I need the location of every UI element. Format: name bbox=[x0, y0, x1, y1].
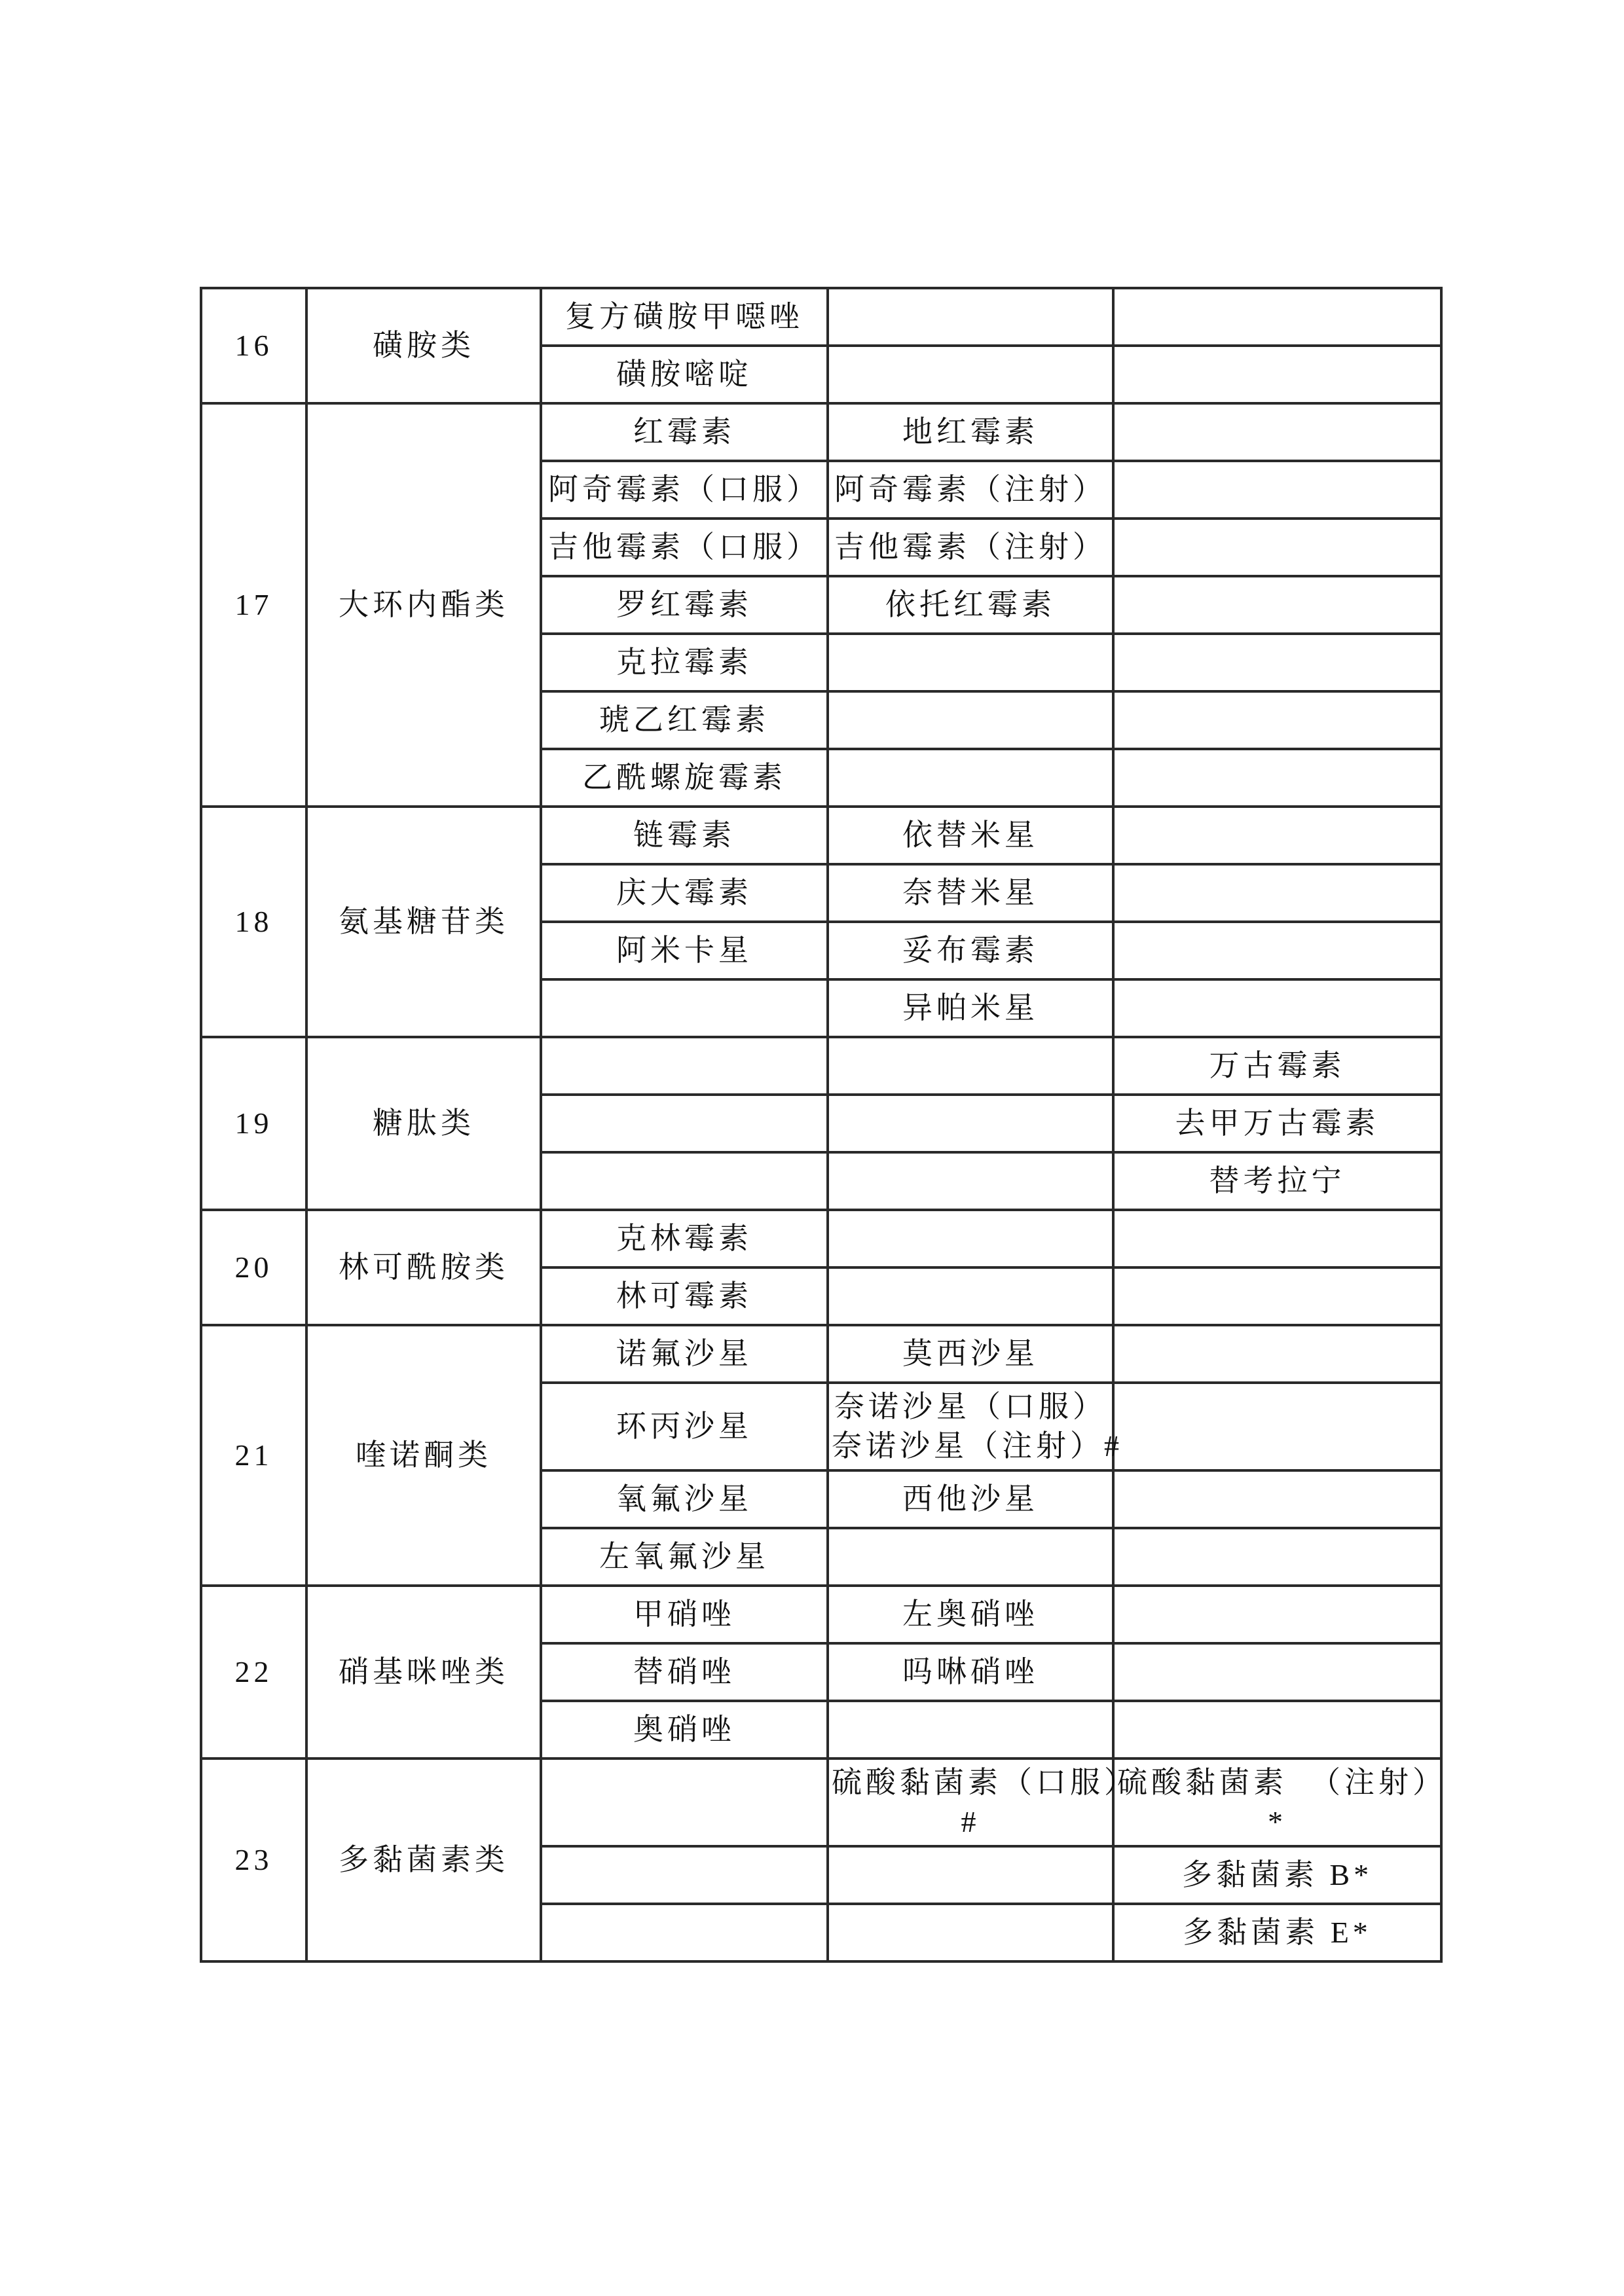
drug-cell-col3: 阿米卡星 bbox=[541, 922, 828, 979]
drug-cell-col4 bbox=[828, 1383, 1123, 1470]
table-row bbox=[201, 403, 1441, 461]
drug-cell-col5 bbox=[1113, 1643, 1441, 1701]
section-number: 20 bbox=[201, 1210, 306, 1325]
drug-cell-col5 bbox=[1113, 1586, 1441, 1643]
drug-line: 奈诺沙星（注射）# bbox=[832, 1429, 1123, 1463]
drug-cell-col5 bbox=[1113, 288, 1441, 346]
drug-cell-col3: 链霉素 bbox=[541, 807, 828, 864]
table-row bbox=[201, 807, 1441, 864]
section-number: 18 bbox=[201, 807, 306, 1037]
drug-cell-col5 bbox=[1113, 1383, 1441, 1470]
drug-cell-col4 bbox=[828, 1152, 1113, 1210]
table-row bbox=[201, 288, 1441, 346]
drug-cell-col4 bbox=[828, 1210, 1113, 1267]
drug-cell-col4 bbox=[828, 1095, 1113, 1152]
drug-cell-col3 bbox=[541, 1904, 828, 1961]
drug-cell-col3 bbox=[541, 1846, 828, 1904]
drug-class: 糖肽类 bbox=[306, 1037, 541, 1210]
drug-cell-col3 bbox=[541, 1758, 828, 1846]
drug-cell-col4: 西他沙星 bbox=[828, 1470, 1113, 1528]
drug-cell-col4: 吉他霉素（注射） bbox=[828, 519, 1113, 576]
drug-cell-col3: 罗红霉素 bbox=[541, 576, 828, 634]
drug-cell-col4: 依托红霉素 bbox=[828, 576, 1113, 634]
drug-cell-col4: 依替米星 bbox=[828, 807, 1113, 864]
drug-class: 喹诺酮类 bbox=[306, 1325, 541, 1586]
drug-cell-col3: 阿奇霉素（口服） bbox=[541, 461, 828, 519]
drug-cell-col3: 克林霉素 bbox=[541, 1210, 828, 1267]
drug-cell-col3 bbox=[541, 1037, 828, 1095]
drug-cell-col4: 异帕米星 bbox=[828, 979, 1113, 1037]
drug-line: 硫酸黏菌素 （注射） bbox=[1117, 1766, 1447, 1799]
drug-cell-col3: 替硝唑 bbox=[541, 1643, 828, 1701]
drug-cell-col3: 林可霉素 bbox=[541, 1267, 828, 1325]
drug-cell-col4 bbox=[828, 749, 1113, 807]
table-row bbox=[201, 1758, 1441, 1846]
drug-cell-col5 bbox=[1113, 634, 1441, 691]
drug-cell-col4 bbox=[828, 288, 1113, 346]
section-number: 19 bbox=[201, 1037, 306, 1210]
drug-cell-col5 bbox=[1113, 1470, 1441, 1528]
drug-cell-col5 bbox=[1113, 691, 1441, 749]
drug-class: 多黏菌素类 bbox=[306, 1758, 541, 1961]
drug-cell-col5: 多黏菌素 E* bbox=[1113, 1904, 1441, 1961]
drug-cell-col4 bbox=[828, 346, 1113, 403]
drug-cell-col4 bbox=[828, 691, 1113, 749]
drug-cell-col3: 红霉素 bbox=[541, 403, 828, 461]
drug-cell-col5: 多黏菌素 B* bbox=[1113, 1846, 1441, 1904]
drug-cell-col5 bbox=[1113, 864, 1441, 922]
section-number: 17 bbox=[201, 403, 306, 807]
drug-cell-col5 bbox=[1113, 1528, 1441, 1586]
drug-cell-col5 bbox=[1113, 1210, 1441, 1267]
drug-cell-col4 bbox=[828, 1037, 1113, 1095]
drug-cell-col5 bbox=[1113, 749, 1441, 807]
drug-class: 磺胺类 bbox=[306, 288, 541, 403]
drug-cell-col5 bbox=[1113, 807, 1441, 864]
restriction-mark: * bbox=[1268, 1805, 1287, 1838]
table-row bbox=[201, 1325, 1441, 1383]
drug-cell-col5 bbox=[1113, 979, 1441, 1037]
drug-cell-col3: 克拉霉素 bbox=[541, 634, 828, 691]
drug-cell-col5 bbox=[1113, 1267, 1441, 1325]
drug-cell-col5 bbox=[1113, 461, 1441, 519]
drug-cell-col5 bbox=[1113, 922, 1441, 979]
drug-cell-col5 bbox=[1113, 1325, 1441, 1383]
drug-cell-col5 bbox=[1113, 1701, 1441, 1758]
drug-cell-col3: 甲硝唑 bbox=[541, 1586, 828, 1643]
drug-cell-col5 bbox=[1113, 346, 1441, 403]
drug-line: 奈诺沙星（口服） bbox=[834, 1390, 1107, 1423]
drug-cell-col4 bbox=[828, 1758, 1138, 1846]
drug-cell-col3: 吉他霉素（口服） bbox=[541, 519, 828, 576]
drug-cell-col5 bbox=[1113, 519, 1441, 576]
drug-cell-col4: 莫西沙星 bbox=[828, 1325, 1113, 1383]
table-row bbox=[201, 1210, 1441, 1267]
drug-cell-col3 bbox=[541, 979, 828, 1037]
drug-cell-col4: 左奥硝唑 bbox=[828, 1586, 1113, 1643]
restriction-mark: # bbox=[961, 1805, 980, 1838]
drug-class: 林可酰胺类 bbox=[306, 1210, 541, 1325]
section-number: 22 bbox=[201, 1586, 306, 1758]
section-number: 23 bbox=[201, 1758, 306, 1961]
drug-cell-col3: 复方磺胺甲噁唑 bbox=[541, 288, 828, 346]
drug-cell-col4 bbox=[828, 1528, 1113, 1586]
drug-cell-col3: 琥乙红霉素 bbox=[541, 691, 828, 749]
drug-cell-col3: 环丙沙星 bbox=[541, 1383, 828, 1470]
drug-class: 氨基糖苷类 bbox=[306, 807, 541, 1037]
drug-class: 大环内酯类 bbox=[306, 403, 541, 807]
drug-cell-col5 bbox=[1113, 1758, 1447, 1846]
drug-cell-col4: 妥布霉素 bbox=[828, 922, 1113, 979]
table-row bbox=[201, 1586, 1441, 1643]
drug-cell-col4: 地红霉素 bbox=[828, 403, 1113, 461]
drug-cell-col3: 左氧氟沙星 bbox=[541, 1528, 828, 1586]
antibiotic-classification-table bbox=[200, 287, 1447, 1963]
drug-cell-col4: 吗啉硝唑 bbox=[828, 1643, 1113, 1701]
drug-cell-col5: 去甲万古霉素 bbox=[1113, 1095, 1441, 1152]
table-row bbox=[201, 1037, 1441, 1095]
section-number: 16 bbox=[201, 288, 306, 403]
drug-cell-col3: 磺胺嘧啶 bbox=[541, 346, 828, 403]
drug-cell-col4 bbox=[828, 1846, 1113, 1904]
drug-cell-col3 bbox=[541, 1095, 828, 1152]
drug-cell-col3: 奥硝唑 bbox=[541, 1701, 828, 1758]
drug-cell-col5: 万古霉素 bbox=[1113, 1037, 1441, 1095]
drug-cell-col4 bbox=[828, 1701, 1113, 1758]
drug-line: 硫酸黏菌素（口服） bbox=[832, 1766, 1138, 1799]
drug-cell-col4 bbox=[828, 1904, 1113, 1961]
drug-cell-col3: 诺氟沙星 bbox=[541, 1325, 828, 1383]
drug-cell-col5 bbox=[1113, 576, 1441, 634]
section-number: 21 bbox=[201, 1325, 306, 1586]
drug-cell-col5: 替考拉宁 bbox=[1113, 1152, 1441, 1210]
drug-class: 硝基咪唑类 bbox=[306, 1586, 541, 1758]
drug-cell-col3: 氧氟沙星 bbox=[541, 1470, 828, 1528]
drug-cell-col4: 阿奇霉素（注射） bbox=[828, 461, 1113, 519]
drug-cell-col4 bbox=[828, 1267, 1113, 1325]
drug-cell-col4: 奈替米星 bbox=[828, 864, 1113, 922]
drug-cell-col3: 乙酰螺旋霉素 bbox=[541, 749, 828, 807]
drug-cell-col3 bbox=[541, 1152, 828, 1210]
drug-cell-col3: 庆大霉素 bbox=[541, 864, 828, 922]
drug-cell-col5 bbox=[1113, 403, 1441, 461]
drug-cell-col4 bbox=[828, 634, 1113, 691]
